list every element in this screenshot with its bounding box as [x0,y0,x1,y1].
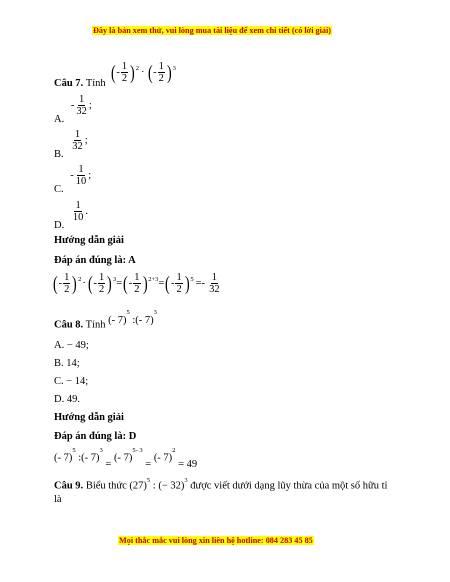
q8-question [54,309,157,331]
q8-solution: (- 7)$^5$ :(- 7)$^3$ = (- 7)$^{5- 3}$ = (- 7)$^2$ = 49 [54,447,198,470]
hotline-banner: Mọi thắc mắc vui lòng xin liên hệ hotline: 084 283 45 85 [119,536,313,545]
q7-expression: ( - $\frac{1}{2}$ ) 2 · ( - $\frac{1}{2}$ ) 3 [110,60,176,84]
q9-label: Câu 9. [54,480,84,492]
q8-option-c: C. − 14; [54,376,89,387]
q7-guide-heading: Hướng dẫn giải [54,235,124,246]
q7-answer: Đáp án đúng là: A [54,255,136,266]
q7-option-a: A. - $\frac{1}{32}$ ; [54,94,92,125]
q8-option-b: B. 14; [54,358,80,369]
q7-option-c: C. - $\frac{1}{10}$ ; [54,164,92,195]
q7-label: Câu 7. [54,78,84,89]
q9-question: Câu 9. Biểu thức $(27)^5$ : (− 32)$^3$ được viết dưới dạng lũy thừa của một số hữu tỉ là [54,477,388,505]
q8-guide-heading: Hướng dẫn giải [54,412,124,423]
q8-option-a: A. − 49; [54,340,89,351]
preview-banner: Đây là bản xem thử, vui lòng mua tài liệu để xem chi tiết (có lời giải) [93,26,332,35]
q8-answer: Đáp án đúng là: D [54,431,137,442]
q8-label: Câu 8. [54,319,84,331]
q8-expression: (- 7)$^5$ :(- 7)$^3$ [108,309,157,326]
q7-solution: ( - $\frac{1}{2}$ ) 2 · ( - $\frac{1}{2}$ ) 3 = ( - $\frac{1}{2}$ ) 2+3 = ( - $\frac{1}{2}$ ) 5 =- $\frac{1}{32}$ [53,272,220,296]
q7-question [54,56,176,89]
q7-prompt: Tính [85,78,106,89]
q8-prompt: Tính [85,319,106,331]
q8-option-d: D. 49. [54,394,80,405]
q7-option-d: D. $\frac{1}{10}$ . [54,200,88,231]
q7-option-b: B. $\frac{1}{32}$ ; [54,129,88,160]
